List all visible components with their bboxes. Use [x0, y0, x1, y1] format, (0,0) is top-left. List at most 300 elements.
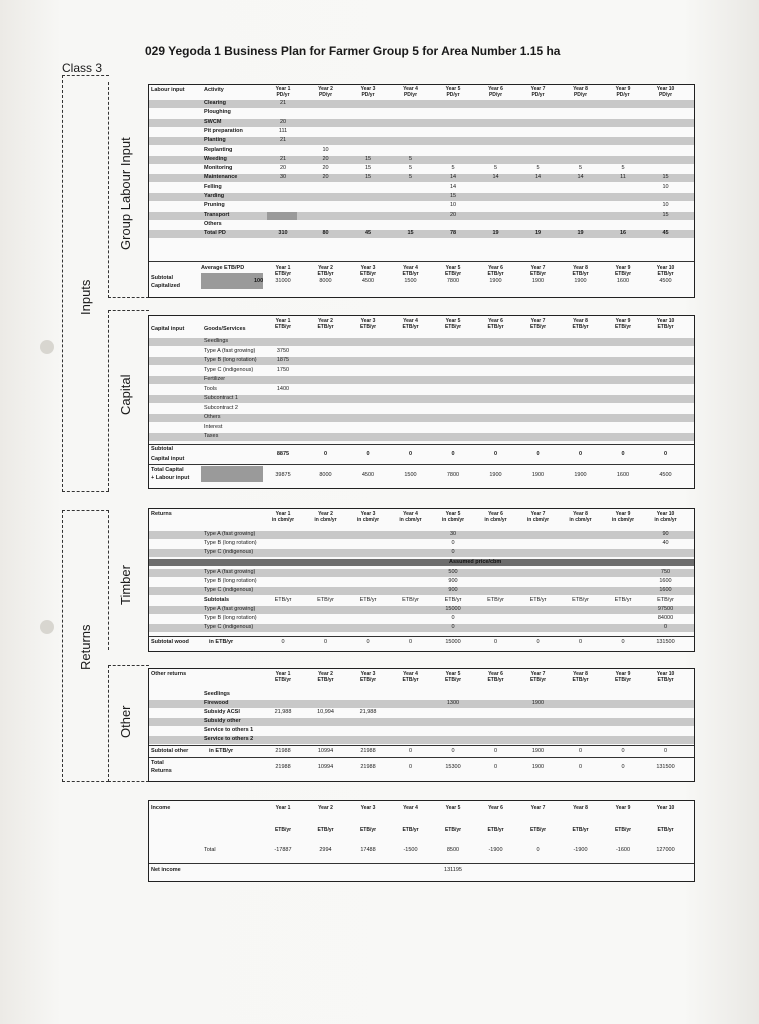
cell-value: 0 — [323, 451, 328, 457]
subtotals-unit: ETB/yr — [402, 597, 419, 603]
activity-label: Maintenance — [204, 174, 238, 181]
cell-value: 0 — [451, 549, 455, 555]
cell-value: 45 — [364, 230, 372, 237]
cell-value: 10 — [662, 202, 669, 209]
year-header: Year 2 — [318, 86, 333, 92]
cell-value: 1500 — [404, 472, 417, 478]
cell-value: 0 — [451, 540, 455, 546]
capital-item-label: Others — [204, 414, 221, 420]
year-unit: ETB/yr — [317, 677, 334, 683]
cell-value: 1900 — [531, 748, 545, 754]
year-unit: ETB/yr — [657, 271, 674, 277]
cell-value: 1900 — [489, 472, 502, 478]
year-header: Year 7 — [530, 318, 546, 324]
activity-label: Clearing — [204, 100, 227, 106]
cell-value: 20 — [322, 174, 329, 181]
assumed-price-bar — [149, 559, 694, 566]
year-unit: ETB/yr — [572, 677, 589, 683]
year-header: Year 3 — [360, 671, 376, 677]
year-header: Year 8 — [573, 671, 588, 677]
labour-row-shade — [149, 119, 694, 127]
year-unit: PD/yr — [403, 92, 418, 98]
cell-value: 15 — [364, 174, 372, 181]
goods-header: Goods/Services — [204, 326, 246, 332]
cell-value: 0 — [451, 624, 455, 630]
year-header: Year 3 — [360, 86, 376, 92]
cell-value: 15 — [662, 174, 669, 181]
year-unit: ETB/yr — [444, 324, 462, 330]
year-unit: ETB/yr — [444, 271, 462, 277]
year-unit: ETB/yr — [487, 324, 504, 330]
subtotals-unit: ETB/yr — [614, 597, 632, 603]
cell-value: 1600 — [616, 278, 630, 284]
year-unit: ETB/yr — [402, 324, 419, 330]
cell-value: 1500 — [404, 278, 417, 284]
year-unit: in cbm/yr — [611, 517, 635, 523]
year-unit: ETB/yr — [487, 677, 504, 683]
labour-row-shade — [149, 137, 694, 145]
income-divider — [149, 863, 694, 864]
year-header: Year 9 — [615, 86, 631, 92]
cell-value: 97500 — [657, 606, 674, 612]
cell-value: -1900 — [573, 847, 588, 853]
cell-value: 90 — [662, 531, 669, 537]
cell-value: 21 — [279, 155, 287, 162]
year-header: Year 9 — [615, 511, 631, 517]
year-unit: in cbm/yr — [654, 517, 677, 523]
year-header: Year 4 — [403, 805, 418, 811]
other-row-shade — [149, 700, 694, 708]
capital-row-shade — [149, 376, 694, 384]
year-unit: PD/yr — [276, 92, 290, 98]
cell-value: 8500 — [446, 847, 460, 853]
cell-value: 5 — [578, 165, 583, 172]
subtotal-wood-unit: in ETB/yr — [209, 639, 234, 645]
cell-value: 17488 — [360, 847, 376, 853]
year-header: Year 3 — [360, 805, 376, 811]
punch-hole-bottom — [40, 620, 54, 634]
cell-value: -1500 — [403, 847, 418, 853]
activity-label: Replanting — [204, 146, 233, 153]
year-unit: ETB/yr — [614, 677, 632, 683]
cell-value: 21,988 — [359, 709, 377, 715]
year-header: Year 6 — [488, 86, 503, 92]
year-header: Year 5 — [445, 511, 461, 517]
year-header: Year 6 — [488, 265, 503, 271]
cell-value: 14 — [449, 174, 457, 181]
cell-value: 20 — [449, 211, 457, 218]
year-unit: PD/yr — [616, 92, 630, 98]
labour-table — [148, 84, 695, 298]
cell-value: 15 — [449, 193, 457, 199]
timber-type-label: Type A (fast growing) — [204, 606, 256, 612]
cell-value: 5 — [536, 165, 540, 172]
cell-value: 0 — [621, 639, 625, 645]
capital-item-label: Type C (indigenous) — [204, 366, 254, 373]
cell-value: 30 — [279, 174, 287, 181]
cell-value: 8000 — [319, 278, 332, 284]
net-income-label: Net income — [151, 867, 181, 873]
cell-value: 1600 — [616, 472, 630, 478]
year-header: Year 1 — [275, 511, 291, 517]
cell-value: 0 — [621, 451, 625, 457]
year-unit: ETB/yr — [529, 271, 547, 277]
timber-type-label: Type C (indigenous) — [204, 549, 254, 555]
year-unit: ETB/yr — [274, 827, 292, 833]
capital-item-label: Fertilizer — [204, 376, 226, 382]
labour-header: Labour input — [151, 87, 185, 93]
capital-item-label: Type A (fast growing) — [204, 347, 256, 354]
year-header: Year 3 — [360, 265, 376, 271]
capital-item-label: Tools — [204, 385, 217, 392]
cell-value: 15000 — [445, 639, 461, 645]
year-header: Year 10 — [656, 805, 675, 811]
year-unit: ETB/yr — [657, 827, 674, 833]
cell-value: 0 — [578, 748, 583, 754]
cell-value: 84000 — [657, 615, 674, 621]
year-header: Year 7 — [530, 86, 546, 92]
year-header: Year 2 — [318, 671, 333, 677]
year-unit: ETB/yr — [572, 271, 589, 277]
net-income-value: 131195 — [444, 867, 462, 873]
timber-type-label: Type C (indigenous) — [204, 624, 254, 630]
other-item-label: Service to others 1 — [204, 727, 254, 733]
year-unit: ETB/yr — [657, 324, 674, 330]
year-header: Year 6 — [488, 318, 503, 324]
year-header: Year 6 — [488, 511, 503, 517]
cell-value: 10994 — [317, 764, 334, 770]
cell-value: 0 — [536, 451, 540, 457]
cell-value: 0 — [578, 764, 583, 770]
returns-header: Returns — [151, 511, 172, 517]
income-table — [148, 800, 695, 882]
cell-value: 0 — [578, 451, 583, 457]
capital-item-label: Taxes — [204, 433, 219, 439]
activity-label: Others — [204, 220, 222, 227]
total-capital-label: Total Capital — [151, 467, 184, 473]
cell-value: 0 — [366, 639, 370, 645]
year-unit: in cbm/yr — [441, 517, 465, 523]
year-header: Year 9 — [615, 318, 631, 324]
punch-hole-top — [40, 340, 54, 354]
subtotals-unit: ETB/yr — [572, 597, 589, 603]
capital-item-label: Seedlings — [204, 338, 229, 344]
cell-value: 80 — [322, 230, 329, 237]
year-unit: ETB/yr — [402, 677, 419, 683]
year-unit: ETB/yr — [487, 271, 504, 277]
subtotal-label: Subtotal — [151, 275, 173, 281]
year-unit: ETB/yr — [359, 677, 377, 683]
year-header: Year 4 — [403, 318, 418, 324]
capital-divider-2 — [149, 464, 694, 465]
year-header: Year 10 — [656, 511, 675, 517]
activity-label: Ploughing — [204, 109, 231, 116]
labour-row-shade — [149, 193, 694, 201]
cell-value: 14 — [534, 174, 542, 181]
year-unit: PD/yr — [361, 92, 375, 98]
other-item-label: Subsidy ACSI — [204, 709, 240, 715]
year-unit: in cbm/yr — [271, 517, 295, 523]
cell-value: 0 — [663, 451, 668, 457]
year-unit: ETB/yr — [529, 827, 547, 833]
other-divider-2 — [149, 757, 694, 758]
cell-value: 45 — [662, 230, 669, 237]
year-unit: in cbm/yr — [569, 517, 592, 523]
year-unit: ETB/yr — [359, 271, 377, 277]
subtotals-unit: ETB/yr — [657, 597, 674, 603]
cell-value: 0 — [408, 451, 413, 457]
cell-value: 3750 — [276, 347, 290, 354]
capital-row-shade — [149, 338, 694, 346]
income-header: Income — [151, 805, 171, 811]
activity-label: Monitoring — [204, 165, 233, 172]
cell-value: 1900 — [489, 278, 502, 284]
other-item-label: Subsidy other — [204, 718, 241, 724]
other-subtotal-unit: in ETB/yr — [209, 748, 234, 754]
cell-value: 10 — [662, 183, 669, 190]
class-label: Class 3 — [62, 61, 103, 75]
year-header: Year 7 — [530, 805, 546, 811]
year-header: Year 4 — [403, 86, 418, 92]
timber-label: Timber — [118, 565, 133, 605]
year-unit: ETB/yr — [359, 324, 377, 330]
cell-value: 1900 — [531, 764, 545, 770]
cell-value: 900 — [448, 587, 458, 593]
year-header: Year 8 — [573, 805, 588, 811]
year-unit: in cbm/yr — [399, 517, 422, 523]
other-item-label: Service to others 2 — [204, 736, 254, 742]
year-header: Year 2 — [318, 805, 333, 811]
timber-table — [148, 508, 695, 652]
cell-value: 0 — [493, 748, 498, 754]
year-unit: ETB/yr — [317, 271, 334, 277]
total-returns-sub: Returns — [151, 768, 172, 774]
other-item-label: Seedlings — [204, 691, 230, 697]
cell-value: 15300 — [445, 764, 461, 770]
year-header: Year 6 — [488, 671, 503, 677]
labour-row-shade — [149, 100, 694, 108]
year-unit: ETB/yr — [444, 677, 462, 683]
year-header: Year 10 — [656, 671, 675, 677]
cell-value: 21988 — [275, 748, 291, 754]
cell-value: 21988 — [275, 764, 291, 770]
cell-value: 0 — [663, 748, 668, 754]
activity-label: Weeding — [204, 155, 227, 162]
cell-value: 21988 — [360, 748, 376, 754]
cell-value: 0 — [536, 639, 540, 645]
capital-subtotal-sub: Capital input — [151, 456, 185, 462]
year-header: Year 9 — [615, 265, 631, 271]
year-unit: ETB/yr — [317, 827, 334, 833]
cell-value: 0 — [366, 451, 370, 457]
activity-label: Planting — [204, 137, 226, 144]
cell-value: 10994 — [317, 748, 334, 754]
capital-item-label: Type B (long rotation) — [204, 357, 257, 363]
other-header: Other returns — [151, 671, 187, 677]
year-header: Year 1 — [275, 86, 291, 92]
cell-value: 750 — [660, 569, 671, 575]
year-unit: in cbm/yr — [526, 517, 550, 523]
cell-value: 0 — [408, 748, 413, 754]
cell-value: 5 — [408, 165, 413, 172]
cell-value: 19 — [492, 230, 499, 237]
other-subtotal-label: Subtotal other — [151, 748, 189, 754]
cell-value: 8875 — [276, 451, 290, 457]
other-item-label: Firewood — [204, 700, 229, 706]
year-header: Year 3 — [360, 511, 376, 517]
capital-divider — [149, 444, 694, 445]
subtotals-label: Subtotals — [204, 597, 230, 603]
cell-value: 19 — [534, 230, 542, 237]
cell-value: 310 — [278, 230, 288, 237]
year-header: Year 4 — [403, 511, 418, 517]
labour-row-shade — [149, 212, 694, 220]
year-header: Year 10 — [656, 318, 675, 324]
year-unit: ETB/yr — [529, 324, 547, 330]
cell-value: 0 — [323, 639, 328, 645]
year-header: Year 1 — [275, 671, 291, 677]
year-header: Year 7 — [530, 265, 546, 271]
cell-value: 0 — [536, 847, 540, 853]
cell-value: 15000 — [445, 606, 461, 612]
cell-value: 15 — [662, 211, 669, 218]
timber-divider — [149, 636, 694, 637]
cell-value: 5 — [408, 174, 413, 181]
activity-label: Pit preparation — [204, 127, 243, 134]
year-header: Year 6 — [488, 805, 503, 811]
year-unit: ETB/yr — [402, 827, 419, 833]
cell-value: 20 — [322, 155, 329, 162]
cell-value: 0 — [493, 764, 498, 770]
avg-label: Average ETB/PD — [201, 265, 245, 271]
capital-item-label: Subcontract 2 — [204, 404, 238, 411]
cell-value: 1900 — [531, 472, 545, 478]
cell-value: 0 — [451, 451, 455, 457]
year-unit: ETB/yr — [444, 827, 462, 833]
year-header: Year 2 — [318, 318, 333, 324]
year-header: Year 3 — [360, 318, 376, 324]
year-header: Year 4 — [403, 265, 418, 271]
subtotals-unit: ETB/yr — [359, 597, 377, 603]
total-capital-gray — [201, 466, 263, 482]
cell-value: 15 — [364, 155, 372, 162]
year-unit: ETB/yr — [572, 324, 589, 330]
cell-value: 0 — [408, 639, 413, 645]
cell-value: 900 — [448, 578, 458, 584]
cell-value: 1750 — [276, 366, 290, 373]
cell-value: 0 — [451, 615, 455, 621]
cell-value: 21,988 — [274, 709, 292, 715]
transport-highlight — [267, 212, 297, 220]
cell-value: 15 — [407, 230, 414, 237]
timber-type-label: Type A (fast growing) — [204, 569, 256, 575]
cell-value: 0 — [578, 639, 583, 645]
capital-item-label: Interest — [204, 423, 223, 430]
year-unit: in cbm/yr — [484, 517, 507, 523]
cell-value: 39875 — [275, 472, 291, 478]
year-header: Year 8 — [573, 511, 588, 517]
activity-label: Yarding — [204, 193, 225, 199]
timber-type-label: Type A (fast growing) — [204, 531, 256, 537]
cell-value: 1900 — [574, 278, 587, 284]
year-header: Year 1 — [275, 805, 291, 811]
year-header: Year 5 — [445, 265, 461, 271]
subtotals-unit: ETB/yr — [529, 597, 547, 603]
cell-value: 1300 — [446, 700, 460, 706]
year-unit: ETB/yr — [572, 827, 589, 833]
cell-value: 7800 — [446, 472, 460, 478]
activity-label: Felling — [204, 183, 222, 190]
total-returns-label: Total — [151, 760, 164, 766]
cell-value: 16 — [619, 230, 627, 237]
capital-label: Capital — [118, 374, 133, 415]
year-header: Year 7 — [530, 511, 546, 517]
returns-label: Returns — [78, 624, 93, 670]
year-unit: PD/yr — [446, 92, 460, 98]
timber-type-label: Type B (long rotation) — [204, 615, 257, 621]
cell-value: 5 — [451, 165, 455, 172]
capital-item-label: Subcontract 1 — [204, 395, 238, 401]
cell-value: 4500 — [659, 472, 672, 478]
cell-value: 5 — [621, 165, 625, 172]
year-unit: PD/yr — [488, 92, 503, 98]
year-unit: ETB/yr — [614, 324, 632, 330]
year-unit: ETB/yr — [274, 677, 292, 683]
year-unit: ETB/yr — [274, 324, 292, 330]
cell-value: 2994 — [319, 847, 332, 853]
labour-divider — [149, 261, 694, 262]
year-header: Year 7 — [530, 671, 546, 677]
capital-table — [148, 315, 695, 489]
cell-value: 20 — [279, 118, 287, 125]
activity-label: Pruning — [204, 202, 225, 209]
cell-value: 10 — [322, 146, 329, 153]
year-unit: in cbm/yr — [314, 517, 337, 523]
cell-value: -17887 — [274, 847, 292, 853]
cell-value: 14 — [449, 183, 457, 190]
cell-value: 31000 — [275, 278, 291, 284]
cell-value: 20 — [322, 165, 329, 172]
cell-value: 14 — [577, 174, 584, 181]
year-header: Year 9 — [615, 805, 631, 811]
cell-value: 14 — [492, 174, 499, 181]
cell-value: 0 — [493, 639, 498, 645]
year-header: Year 1 — [275, 265, 291, 271]
cell-value: 1900 — [574, 472, 587, 478]
cell-value: -1900 — [488, 847, 503, 853]
cell-value: 0 — [451, 748, 455, 754]
avg-value: 100 — [254, 278, 264, 284]
cell-value: 78 — [449, 230, 457, 237]
page-title: 029 Yegoda 1 Business Plan for Farmer Group 5 for Area Number 1.15 ha — [145, 44, 561, 58]
cell-value: 21988 — [360, 764, 376, 770]
year-unit: ETB/yr — [614, 827, 632, 833]
cell-value: 0 — [493, 451, 498, 457]
year-unit: ETB/yr — [487, 827, 504, 833]
cell-value: 15 — [364, 165, 372, 172]
other-divider — [149, 745, 694, 746]
timber-type-label: Type B (long rotation) — [204, 578, 257, 584]
capital-row-shade — [149, 433, 694, 441]
subtotals-unit: ETB/yr — [444, 597, 462, 603]
group-labour-label: Group Labour Input — [118, 137, 133, 250]
cell-value: 131500 — [656, 639, 675, 645]
year-header: Year 1 — [275, 318, 291, 324]
capitalized-label: Capitalized — [151, 283, 181, 289]
cell-value: 11 — [620, 174, 626, 181]
year-unit: ETB/yr — [274, 271, 292, 277]
year-header: Year 2 — [318, 511, 333, 517]
